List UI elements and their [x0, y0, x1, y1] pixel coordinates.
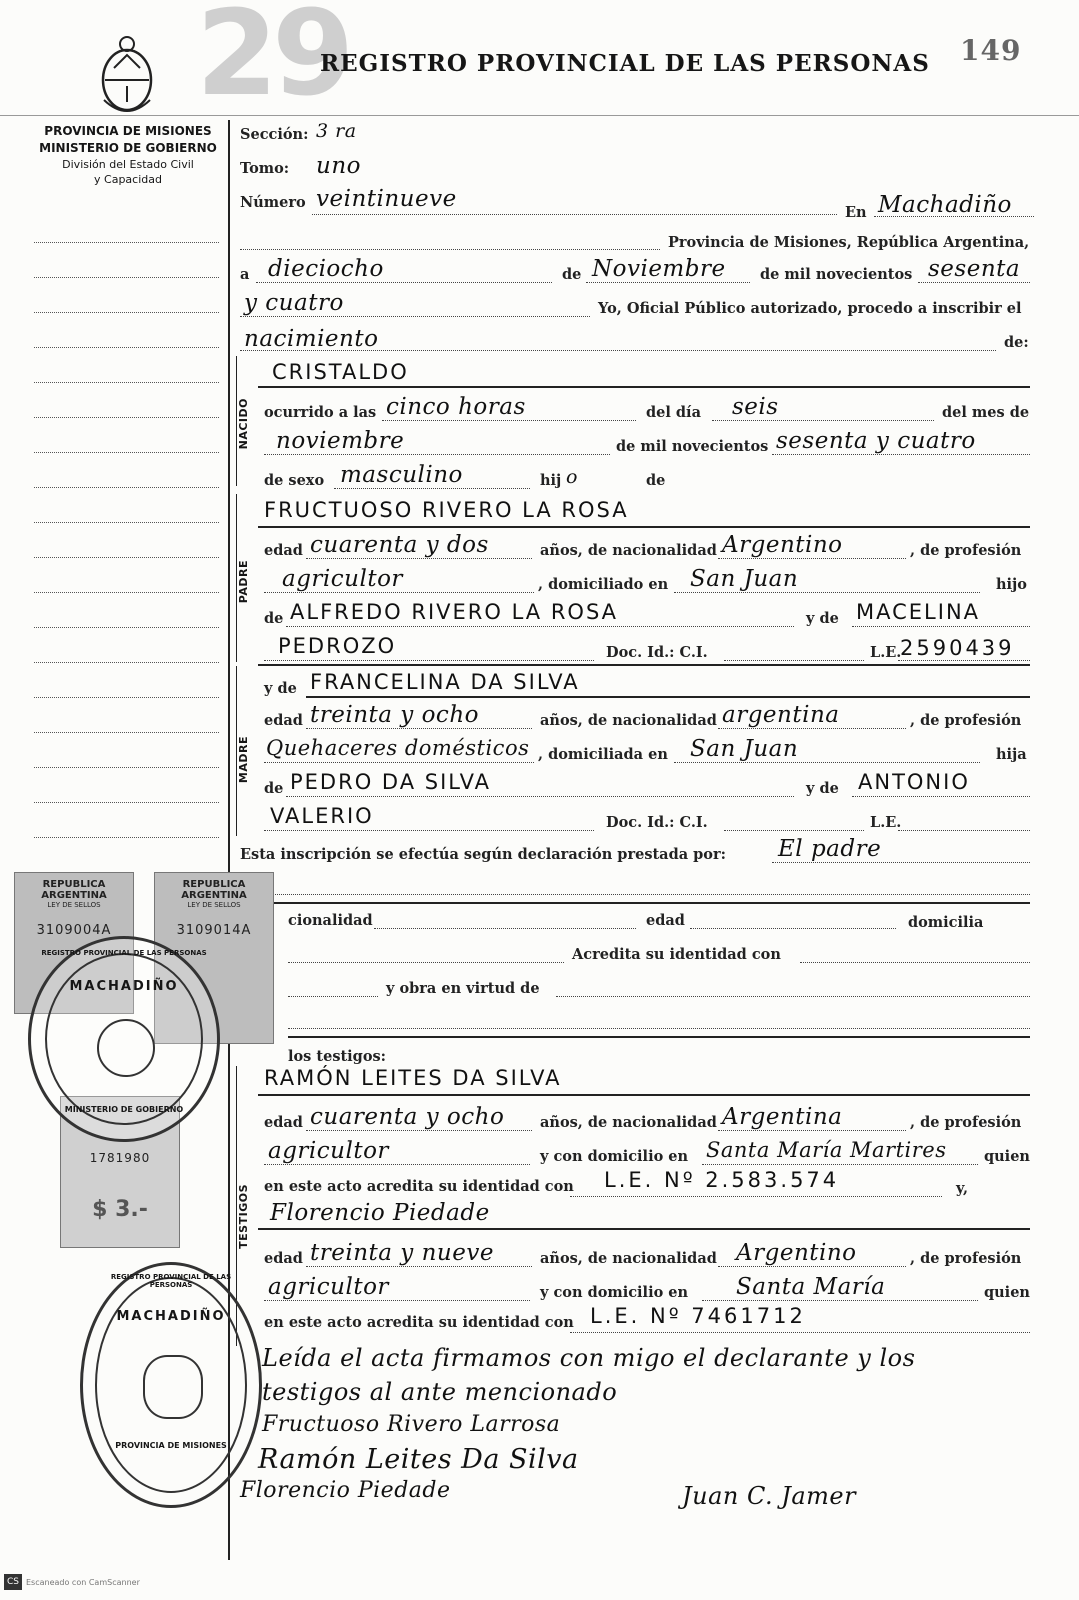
madre-domicilio: San Juan	[690, 736, 799, 762]
office-line: y Capacidad	[94, 173, 162, 186]
padre-domicilio: San Juan	[690, 566, 799, 592]
nacido-sexo: masculino	[340, 462, 463, 488]
seal-2-mid: MACHADIÑO	[116, 1309, 226, 1324]
madre-prof-label: , de profesión	[910, 712, 1022, 729]
fiscal-serial-2: 3109014A	[176, 923, 252, 938]
testigo-1-nacionalidad: Argentina	[722, 1104, 843, 1130]
stamped-number: 149	[960, 34, 1022, 67]
fiscal-country: REPUBLICA ARGENTINA	[181, 879, 247, 901]
t1-y-label: y,	[956, 1180, 969, 1197]
seccion-value: 3 ra	[316, 120, 357, 142]
document-title: REGISTRO PROVINCIAL DE LAS PERSONAS	[320, 50, 930, 77]
scanner-badge-icon: CS	[4, 1574, 22, 1590]
madre-hija-label: hija	[996, 746, 1027, 763]
office-line: División del Estado Civil	[62, 158, 194, 171]
testigos-intro-label: los testigos:	[288, 1048, 387, 1065]
decl-nacionalidad-label: cionalidad	[288, 912, 373, 929]
fiscal-price: $ 3.-	[92, 1197, 148, 1222]
t1-nac-label: años, de nacionalidad	[540, 1114, 717, 1131]
province-line: Provincia de Misiones, República Argentina,	[668, 234, 1030, 251]
testigo-1-profesion: agricultor	[268, 1138, 389, 1164]
madre-de-label: de	[264, 780, 284, 797]
padre-edad-label: edad	[264, 542, 303, 559]
madre-nac-label: años, de nacionalidad	[540, 712, 717, 729]
seal-1-top: REGISTRO PROVINCIAL DE LAS PERSONAS	[41, 949, 207, 957]
fecha-anio-1: sesenta	[928, 256, 1021, 282]
madre-profesion: Quehaceres domésticos	[266, 736, 530, 760]
acto-value: nacimiento	[244, 326, 379, 352]
registry-seal-1	[28, 936, 220, 1142]
office-line: MINISTERIO DE GOBIERNO	[39, 141, 217, 155]
testigo-2-profesion: agricultor	[268, 1274, 389, 1300]
office-header	[28, 124, 228, 186]
fiscal-date: 1781980	[89, 1151, 151, 1165]
testigo-2-nombre: Florencio Piedade	[270, 1200, 490, 1226]
scanner-label: Escaneado con CamScanner	[26, 1578, 140, 1587]
decl-obra-label: y obra en virtud de	[386, 980, 540, 997]
en-label: En	[845, 204, 867, 221]
oficial-text: Yo, Oficial Público autorizado, procedo a inscribir el	[598, 300, 1022, 317]
seal-2-top: REGISTRO PROVINCIAL DE LAS PERSONAS	[110, 1273, 232, 1289]
madre-edad: treinta y ocho	[310, 702, 479, 728]
padre-side-label: PADRE	[237, 560, 250, 604]
t1-prof-label: , de profesión	[910, 1114, 1022, 1131]
t2-acredita-label: en este acto acredita su identidad con	[264, 1314, 574, 1331]
testigo-2-nacionalidad: Argentino	[736, 1240, 857, 1266]
nacido-side-label: NACIDO	[237, 398, 250, 450]
padre-doc-label: Doc. Id.: C.I.	[606, 644, 708, 661]
seal-2-bottom: PROVINCIA DE MISIONES	[115, 1441, 227, 1450]
tomo-label: Tomo:	[240, 160, 290, 177]
t1-acredita-label: en este acto acredita su identidad con	[264, 1178, 574, 1195]
de-colon-label: de:	[1004, 334, 1029, 351]
nacido-anio: sesenta y cuatro	[776, 428, 976, 454]
declaracion-por: El padre	[778, 836, 882, 862]
seal-1-mid: MACHADIÑO	[69, 979, 179, 994]
decl-domicilia-label: domicilia	[908, 914, 984, 931]
firma-oficial: Juan C. Jamer	[682, 1482, 857, 1510]
t2-prof-label: , de profesión	[910, 1250, 1022, 1267]
padre-nombre: FRUCTUOSO RIVERO LA ROSA	[264, 498, 629, 522]
padre-nacionalidad: Argentino	[722, 532, 843, 558]
decl-edad-label: edad	[646, 912, 685, 929]
firma-testigo-1: Ramón Leites Da Silva	[258, 1444, 579, 1475]
office-line: PROVINCIA DE MISIONES	[44, 124, 212, 138]
padre-le: 2590439	[900, 636, 1015, 660]
madre-madre-de-2: VALERIO	[270, 804, 374, 828]
top-rule	[0, 115, 1079, 116]
cierre-linea-1: Leída el acta firmamos con migo el declarante y los	[262, 1344, 916, 1372]
madre-side-label: MADRE	[237, 736, 250, 784]
padre-dom-label: , domiciliado en	[538, 576, 669, 593]
madre-edad-label: edad	[264, 712, 303, 729]
padre-le-label: L.E.	[870, 644, 902, 661]
testigo-2-edad: treinta y nueve	[310, 1240, 494, 1266]
fecha-dia: dieciocho	[268, 256, 384, 282]
madre-dom-label: , domiciliada en	[538, 746, 668, 763]
seal-1-emblem-icon	[97, 1019, 155, 1077]
numero-value: veintinueve	[316, 186, 457, 212]
testigo-1-documento: L.E. Nº 2.583.574	[604, 1168, 840, 1192]
t2-quien-label: quien	[984, 1284, 1030, 1301]
en-value: Machadiño	[878, 192, 1012, 218]
sexo-label: de sexo	[264, 472, 325, 489]
hij-de-label: de	[646, 472, 666, 489]
fiscal-country: REPUBLICA ARGENTINA	[41, 879, 107, 901]
testigo-2-documento: L.E. Nº 7461712	[590, 1304, 806, 1328]
decl-acredita-label: Acredita su identidad con	[572, 946, 781, 963]
padre-profesion: agricultor	[282, 566, 403, 592]
nacido-dia: seis	[732, 394, 779, 420]
t2-dom-label: y con domicilio en	[540, 1284, 689, 1301]
testigo-1-domicilio: Santa María Martires	[706, 1138, 947, 1162]
nacido-nombre: CRISTALDO	[272, 360, 409, 384]
firma-testigo-2: Florencio Piedade	[240, 1478, 451, 1503]
padre-hijo-label: hijo	[996, 576, 1027, 593]
del-mes-label: del mes de	[942, 404, 1030, 421]
fiscal-sub: LEY DE SELLOS	[47, 901, 101, 909]
t1-dom-label: y con domicilio en	[540, 1148, 689, 1165]
padre-prof-label: , de profesión	[910, 542, 1022, 559]
padre-de-label: de	[264, 610, 284, 627]
cierre-linea-2: testigos al ante mencionado	[262, 1378, 618, 1406]
registry-seal-2	[80, 1262, 262, 1508]
page-number: 29	[196, 0, 349, 122]
t1-quien-label: quien	[984, 1148, 1030, 1165]
tomo-value: uno	[316, 153, 361, 179]
declaracion-text: Esta inscripción se efectúa según declaración prestada por:	[240, 846, 726, 863]
firma-declarante: Fructuoso Rivero Larrosa	[262, 1412, 561, 1437]
numero-label: Número	[240, 194, 306, 211]
seal-1-bottom: MINISTERIO DE GOBIERNO	[64, 1105, 184, 1114]
t2-nac-label: años, de nacionalidad	[540, 1250, 717, 1267]
madre-y-de-label: y de	[264, 680, 297, 697]
fecha-de-label: de	[562, 266, 582, 283]
madre-nacionalidad: argentina	[722, 702, 840, 728]
madre-doc-label: Doc. Id.: C.I.	[606, 814, 708, 831]
fecha-mes: Noviembre	[592, 256, 726, 282]
hij-label: hij	[540, 472, 562, 489]
hij-suffix: o	[566, 466, 578, 488]
madre-padre-de: PEDRO DA SILVA	[290, 770, 492, 794]
padre-madre-de-1: MACELINA	[856, 600, 981, 624]
madre-nombre: FRANCELINA DA SILVA	[310, 670, 580, 694]
del-dia-label: del día	[646, 404, 701, 421]
coat-of-arms-icon	[92, 30, 162, 120]
madre-y-de-label-2: y de	[806, 780, 839, 797]
fecha-anio-label: de mil novecientos	[760, 266, 913, 283]
fiscal-serial-1: 3109004A	[36, 923, 112, 938]
padre-nac-label: años, de nacionalidad	[540, 542, 717, 559]
testigo-1-nombre: RAMÓN LEITES DA SILVA	[264, 1066, 562, 1090]
a-label: a	[240, 266, 250, 283]
fiscal-sub: LEY DE SELLOS	[187, 901, 241, 909]
t1-edad-label: edad	[264, 1114, 303, 1131]
seal-2-emblem-icon	[143, 1355, 203, 1419]
padre-padre-de: ALFREDO RIVERO LA ROSA	[290, 600, 619, 624]
padre-madre-de-2: PEDROZO	[278, 634, 397, 658]
ocurrido-label: ocurrido a las	[264, 404, 377, 421]
testigo-2-domicilio: Santa María	[736, 1274, 886, 1300]
fecha-anio-2: y cuatro	[244, 290, 344, 316]
madre-le-label: L.E.	[870, 814, 902, 831]
nacido-mes: noviembre	[276, 428, 405, 454]
testigo-1-edad: cuarenta y ocho	[310, 1104, 505, 1130]
padre-y-de-label: y de	[806, 610, 839, 627]
madre-madre-de-1: ANTONIO	[858, 770, 970, 794]
padre-edad: cuarenta y dos	[310, 532, 489, 558]
t2-edad-label: edad	[264, 1250, 303, 1267]
seccion-label: Sección:	[240, 126, 309, 143]
nacido-anio-label: de mil novecientos	[616, 438, 769, 455]
testigos-side-label: TESTIGOS	[237, 1184, 250, 1249]
nacido-hora: cinco horas	[386, 394, 526, 420]
